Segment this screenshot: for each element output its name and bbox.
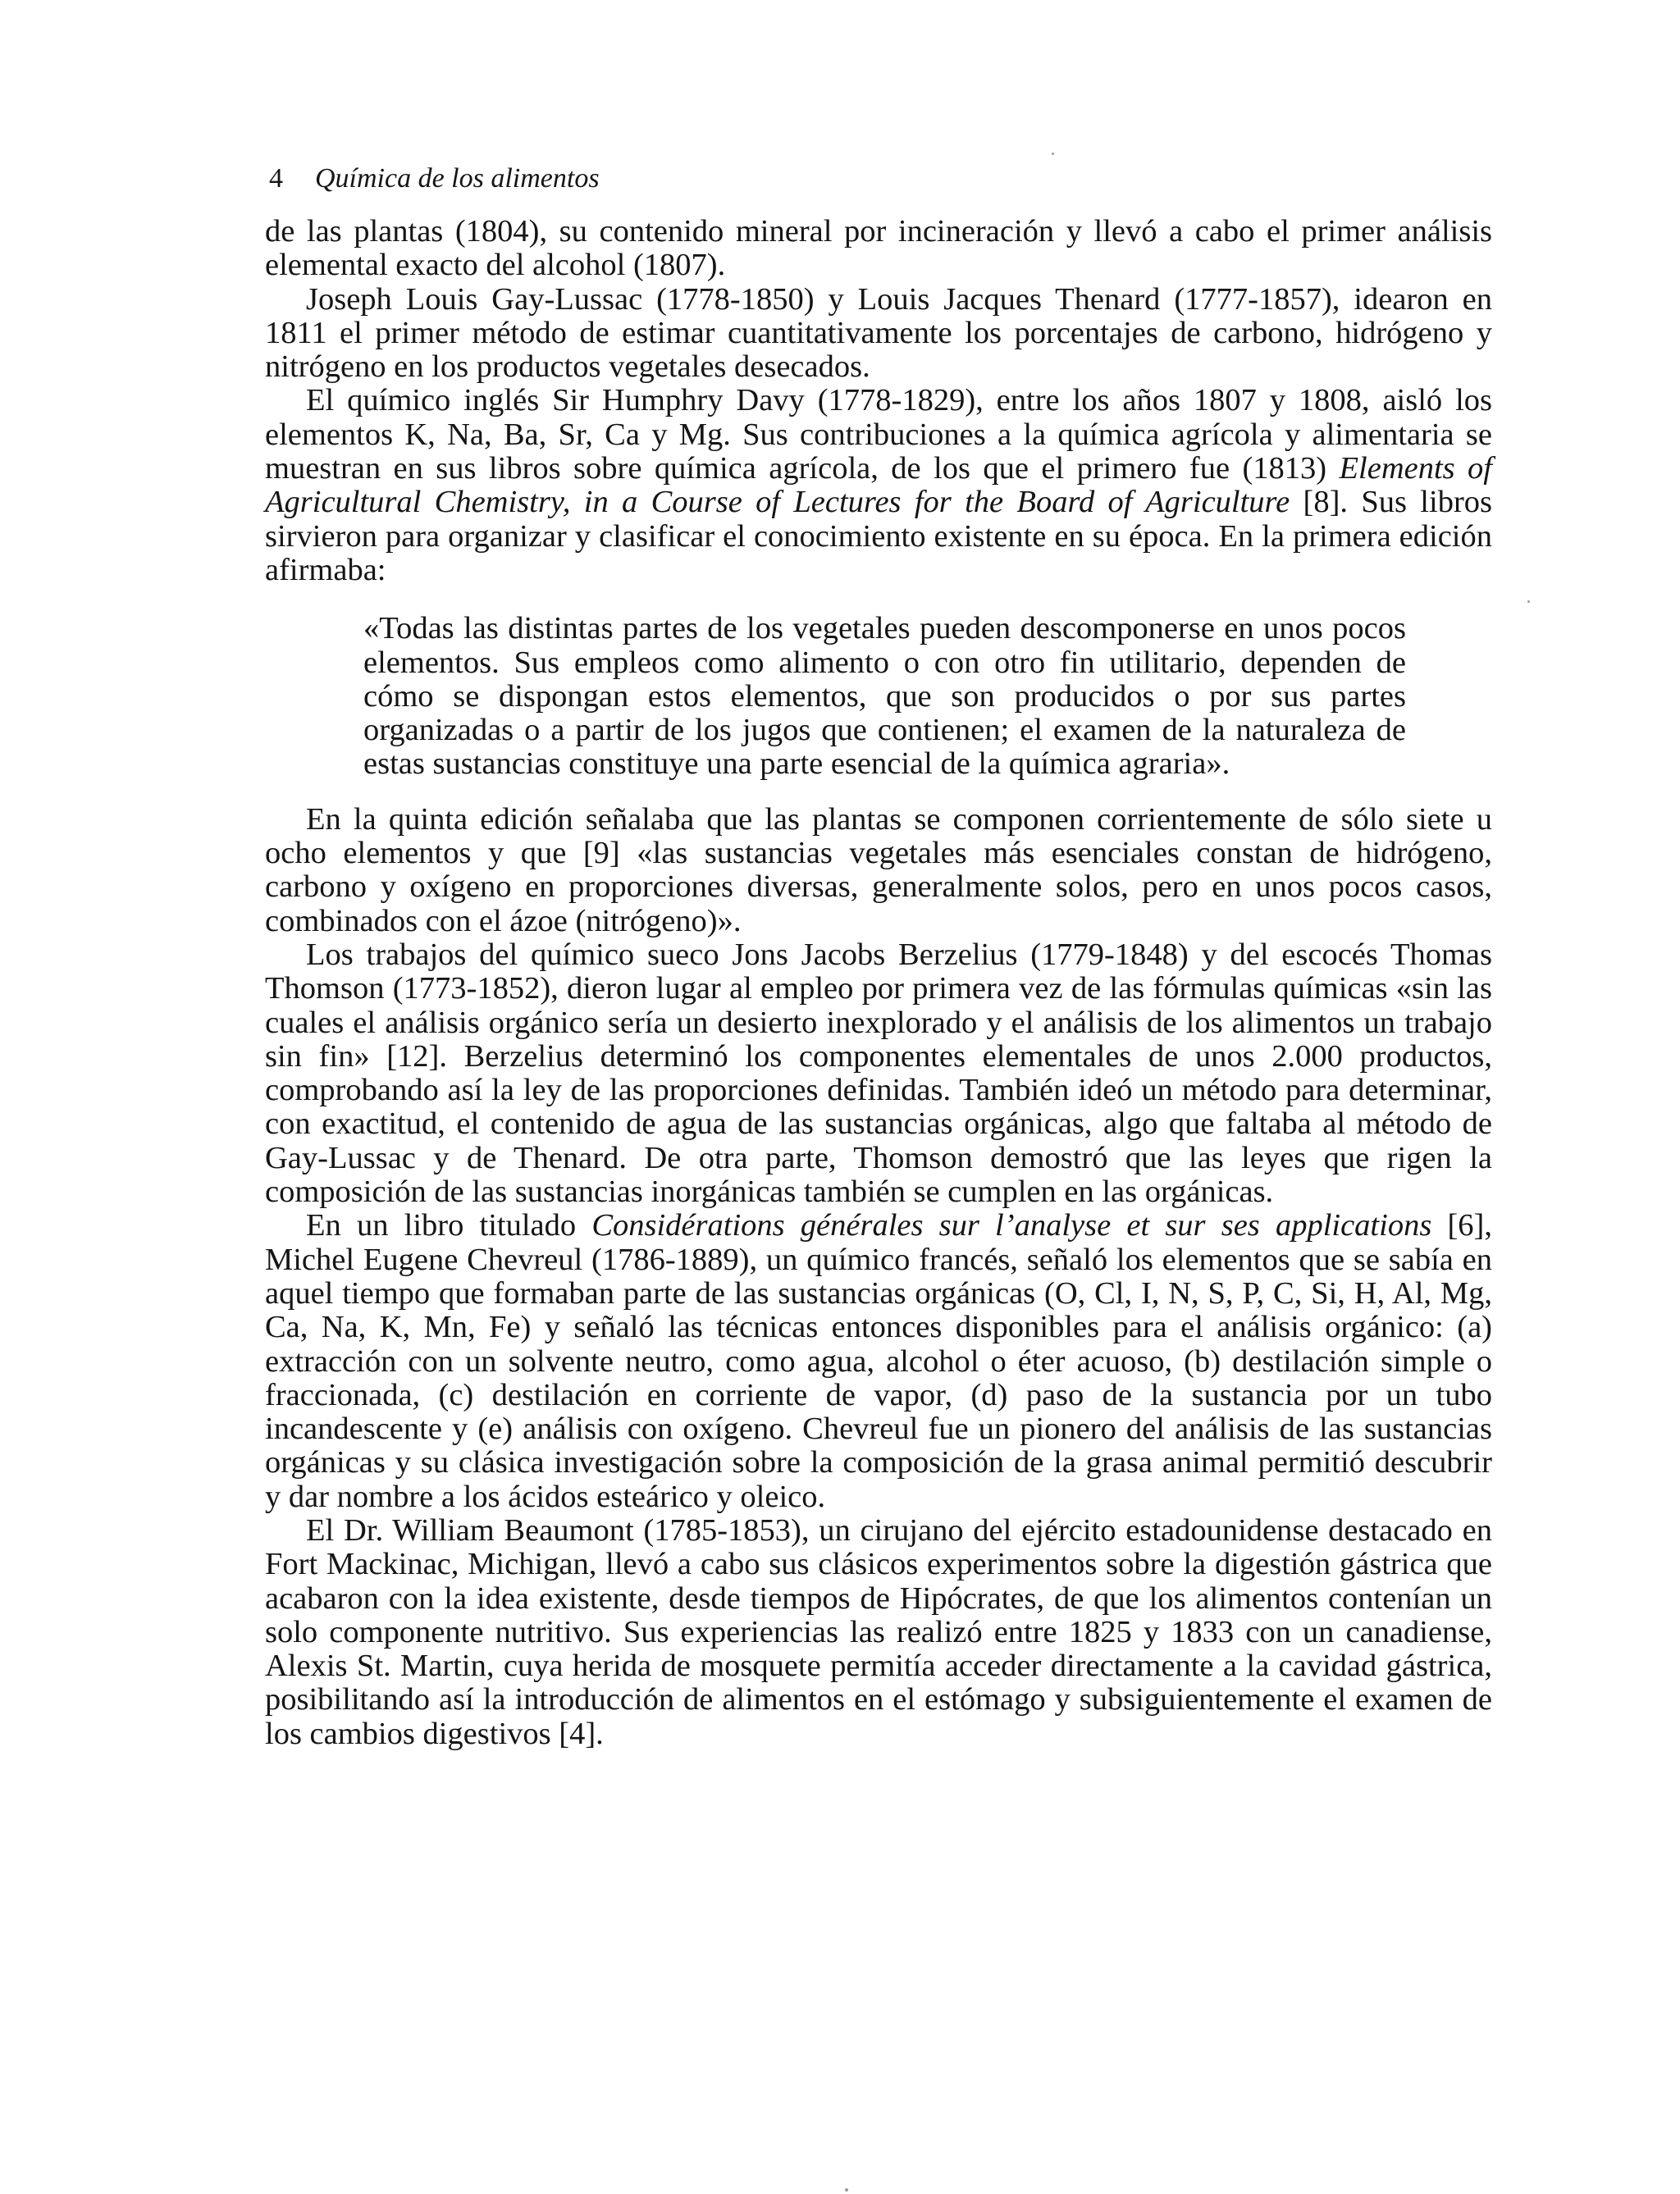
paragraph bbox=[265, 384, 1492, 587]
paragraph-text: En la quinta edición señalaba que las plantas se componen corrientemente de sólo siete u ocho elementos y que [9] «las sustancias vegetales más esenciales constan de hidrógeno, carbono y oxígeno en proporciones diversas, generalmente solos, pero en unos pocos casos, combinados con el ázoe (nitrógeno)». bbox=[265, 801, 1492, 938]
running-header bbox=[269, 162, 600, 195]
paragraph-text: El Dr. William Beaumont (1785-1853), un cirujano del ejército estadounidense destacado en Fort Mackinac, Michigan, llevó a cabo sus clásicos experimentos sobre la digestión gástrica que acabaron con la idea existente, desde tiempos de Hipócrates, de que los alimentos contenían un solo componente nutritivo. Sus experiencias las realizó entre 1825 y 1833 con un canadiense, Alexis St. Martin, cuya herida de mosquete permitía acceder directamente a la cavidad gástrica, posibilitando así la introducción de alimentos en el estómago y subsiguientemente el examen de los cambios digestivos [4]. bbox=[265, 1512, 1492, 1751]
paragraph bbox=[265, 283, 1492, 385]
book-title: Química de los alimentos bbox=[315, 163, 600, 194]
block-quote-text: «Todas las distintas partes de los vegetales pueden descomponerse en unos pocos elementos. Sus empleos como alimento o con otro fin utilitario, dependen de cómo se dispongan estos elementos, que son producidos o por sus partes organizadas o a partir de los jugos que contienen; el examen de la naturaleza de estas sustancias constituye una parte esencial de la química agraria». bbox=[363, 611, 1406, 782]
page-number: 4 bbox=[269, 163, 283, 194]
paragraph bbox=[265, 803, 1492, 938]
paragraph-text: [8]. Sus libros sirvieron para organizar y clasificar el conocimiento existente en su época. En la primera edición afirmaba: bbox=[265, 485, 1492, 587]
paragraph bbox=[265, 1514, 1492, 1751]
paragraph bbox=[265, 1209, 1492, 1514]
block-quote bbox=[363, 612, 1406, 781]
body-text bbox=[265, 215, 1492, 1751]
scan-speck bbox=[1527, 600, 1530, 603]
paragraph bbox=[265, 938, 1492, 1209]
paragraphs-after-quote bbox=[265, 803, 1492, 1751]
scan-speck bbox=[845, 2188, 848, 2192]
paragraph-text: de las plantas (1804), su contenido mineral por incineración y llevó a cabo el primer análisis elemental exacto del alcohol (1807). bbox=[265, 214, 1492, 283]
paragraph-text: Los trabajos del químico sueco Jons Jacobs Berzelius (1779-1848) y del escocés Thomas Thomson (1773-1852), dieron lugar al empleo por primera vez de las fórmulas químicas «sin las cuales el análisis orgánico sería un desierto inexplorado y el análisis de los alimentos un trabajo sin fin» [12]. Berzelius determinó los componentes elementales de unos 2.000 productos, comprobando así la ley de las proporciones definidas. También ideó un método para determinar, con exactitud, el contenido de agua de las sustancias orgánicas, algo que faltaba al método de Gay-Lussac y de Thenard. De otra parte, Thomson demostró que las leyes que rigen la composición de las sustancias inorgánicas también se cumplen en las orgánicas. bbox=[265, 937, 1492, 1210]
italic-title: Considérations générales sur l’analyse et sur ses applications bbox=[591, 1208, 1432, 1243]
italic-title: Elements of Agricultural Chemistry, in a Course of Lectures for the Board of Agriculture bbox=[265, 451, 1492, 520]
paragraph-text: [6], Michel Eugene Chevreul (1786-1889), un químico francés, señaló los elementos que se sabía en aquel tiempo que formaban parte de las sustancias orgánicas (O, Cl, I, N, S, P, C, Si, H, Al, Mg, Ca, Na, K, Mn, Fe) y señaló las técnicas entonces disponibles para el análisis orgánico: (a) extracción con un solvente neutro, como agua, alcohol o éter acuoso, (b) destilación simple o fraccionada, (c) destilación en corriente de vapor, (d) paso de la sustancia por un tubo incandescente y (e) análisis con oxígeno. Chevreul fue un pionero del análisis de las sustancias orgánicas y su clásica investigación sobre la composición de la grasa animal permitió descubrir y dar nombre a los ácidos esteárico y oleico. bbox=[265, 1208, 1493, 1514]
paragraphs-before-quote bbox=[265, 215, 1492, 587]
paragraph-text: En un libro titulado bbox=[306, 1208, 592, 1243]
paragraph-text: Joseph Louis Gay-Lussac (1778-1850) y Louis Jacques Thenard (1777-1857), idearon en 1811 el primer método de estimar cuantitativamente los porcentajes de carbono, hidrógeno y nitrógeno en los productos vegetales desecados. bbox=[265, 281, 1492, 385]
paragraph bbox=[265, 215, 1492, 283]
paragraph-text: El químico inglés Sir Humphry Davy (1778-1829), entre los años 1807 y 1808, aisló los elementos K, Na, Ba, Sr, Ca y Mg. Sus contribuciones a la química agrícola y alimentaria se muestran en sus libros sobre química agrícola, de los que el primero fue (1813) bbox=[265, 383, 1492, 486]
scan-speck bbox=[1052, 153, 1054, 155]
